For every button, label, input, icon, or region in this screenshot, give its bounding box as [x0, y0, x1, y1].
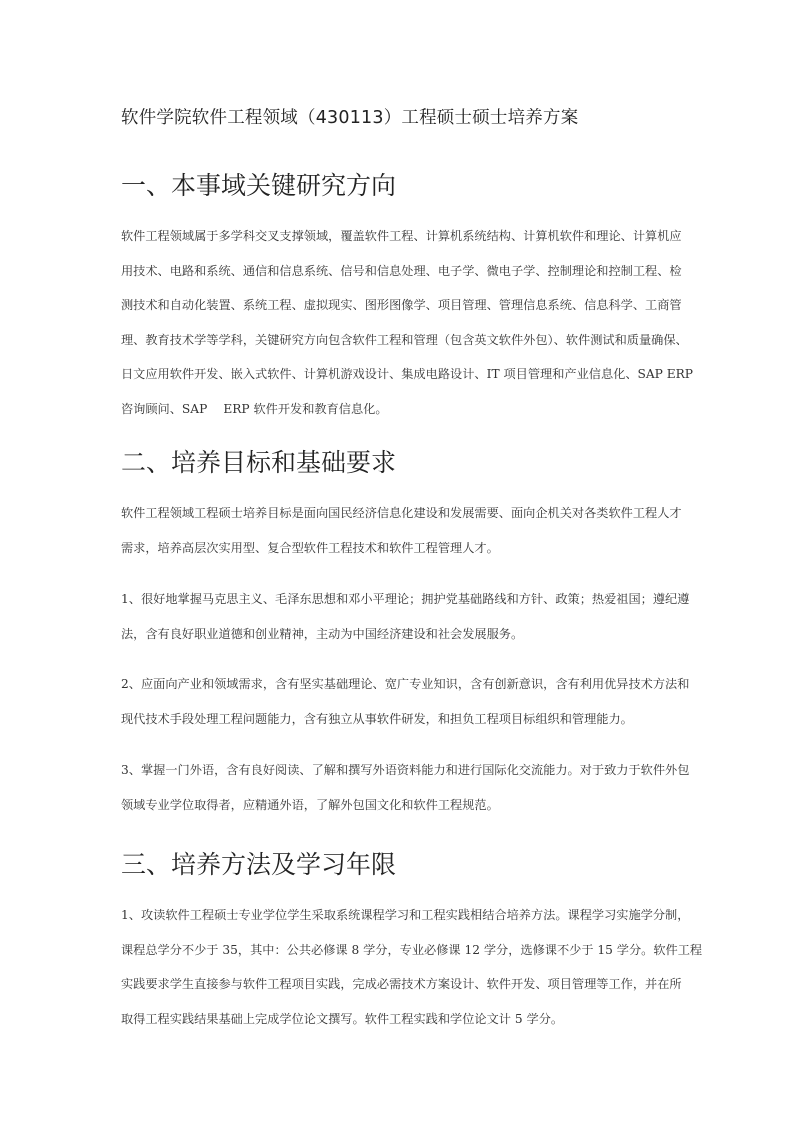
paragraph-line: 3、掌握一门外语，含有良好阅读、了解和撰写外语资料能力和进行国际化交流能力。对于致力于软件外包: [121, 763, 690, 777]
paragraph-line: 取得工程实践结果基础上完成学位论文撰写。软件工程实践和学位论文计 5 学分。: [121, 1011, 564, 1026]
paragraph-line: 领域专业学位取得者，应精通外语，了解外包国文化和软件工程规范。: [121, 797, 499, 812]
document-title: 软件学院软件工程领域（430113）工程硕士硕士培养方案: [121, 108, 579, 128]
paragraph-training-method: [121, 898, 703, 1036]
paragraph-research-directions: [121, 219, 696, 427]
paragraph-requirement-1: [121, 582, 696, 651]
paragraph-requirement-3: [121, 753, 696, 822]
paragraph-line: 测技术和自动化装置、系统工程、虚拟现实、图形图像学、项目管理、管理信息系统、信息科学、工商管: [121, 298, 682, 313]
paragraph-line: 软件工程领域工程硕士培养目标是面向国民经济信息化建设和发展需要、面向企机关对各类软件工程人才: [121, 506, 682, 520]
section-heading-3: 三、培养方法及学习年限: [121, 850, 397, 879]
paragraph-line: 需求，培养高层次实用型、复合型软件工程技术和软件工程管理人才。: [121, 540, 499, 555]
paragraph-line: 2、应面向产业和领域需求，含有坚实基础理论、宽广专业知识，含有创新意识，含有利用优异技术方法和: [121, 677, 690, 691]
paragraph-training-goal: [121, 496, 696, 565]
paragraph-line: 日文应用软件开发、嵌入式软件、计算机游戏设计、集成电路设计、IT 项目管理和产业信息化、SAP ERP: [121, 367, 694, 382]
paragraph-requirement-2: [121, 667, 696, 736]
paragraph-line: 1、很好地掌握马克思主义、毛泽东思想和邓小平理论；拥护党基础路线和方针、政策；热爱祖国；遵纪遵: [121, 592, 690, 606]
paragraph-line: 现代技术手段处理工程问题能力，含有独立从事软件研发，和担负工程项目标组织和管理能力。: [121, 711, 633, 726]
paragraph-line: 课程总学分不少于 35，其中：公共必修课 8 学分，专业必修课 12 学分，选修课不少于 15 学分。软件工程: [121, 942, 703, 957]
section-heading-1: 一、本事域关键研究方向: [121, 171, 397, 200]
paragraph-line: 用技术、电路和系统、通信和信息系统、信号和信息处理、电子学、微电子学、控制理论和控制工程、检: [121, 263, 682, 278]
paragraph-line: 软件工程领域属于多学科交叉支撑领域，覆盖软件工程、计算机系统结构、计算机软件和理论、计算机应: [121, 229, 682, 243]
paragraph-line: 1、攻读软件工程硕士专业学位学生采取系统课程学习和工程实践相结合培养方法。课程学习实施学分制，: [121, 908, 690, 922]
paragraph-line: 实践要求学生直接参与软件工程项目实践，完成必需技术方案设计、软件开发、项目管理等工作，并在所: [121, 977, 682, 992]
paragraph-line: 法，含有良好职业道德和创业精神，主动为中国经济建设和社会发展服务。: [121, 626, 524, 641]
paragraph-line: 理、教育技术学等学科，关键研究方向包含软件工程和管理（包含英文软件外包）、软件测试和质量确保、: [121, 332, 688, 347]
section-heading-2: 二、培养目标和基础要求: [121, 448, 397, 477]
paragraph-line: 咨询顾问、SAP ERP 软件开发和教育信息化。: [121, 401, 388, 416]
